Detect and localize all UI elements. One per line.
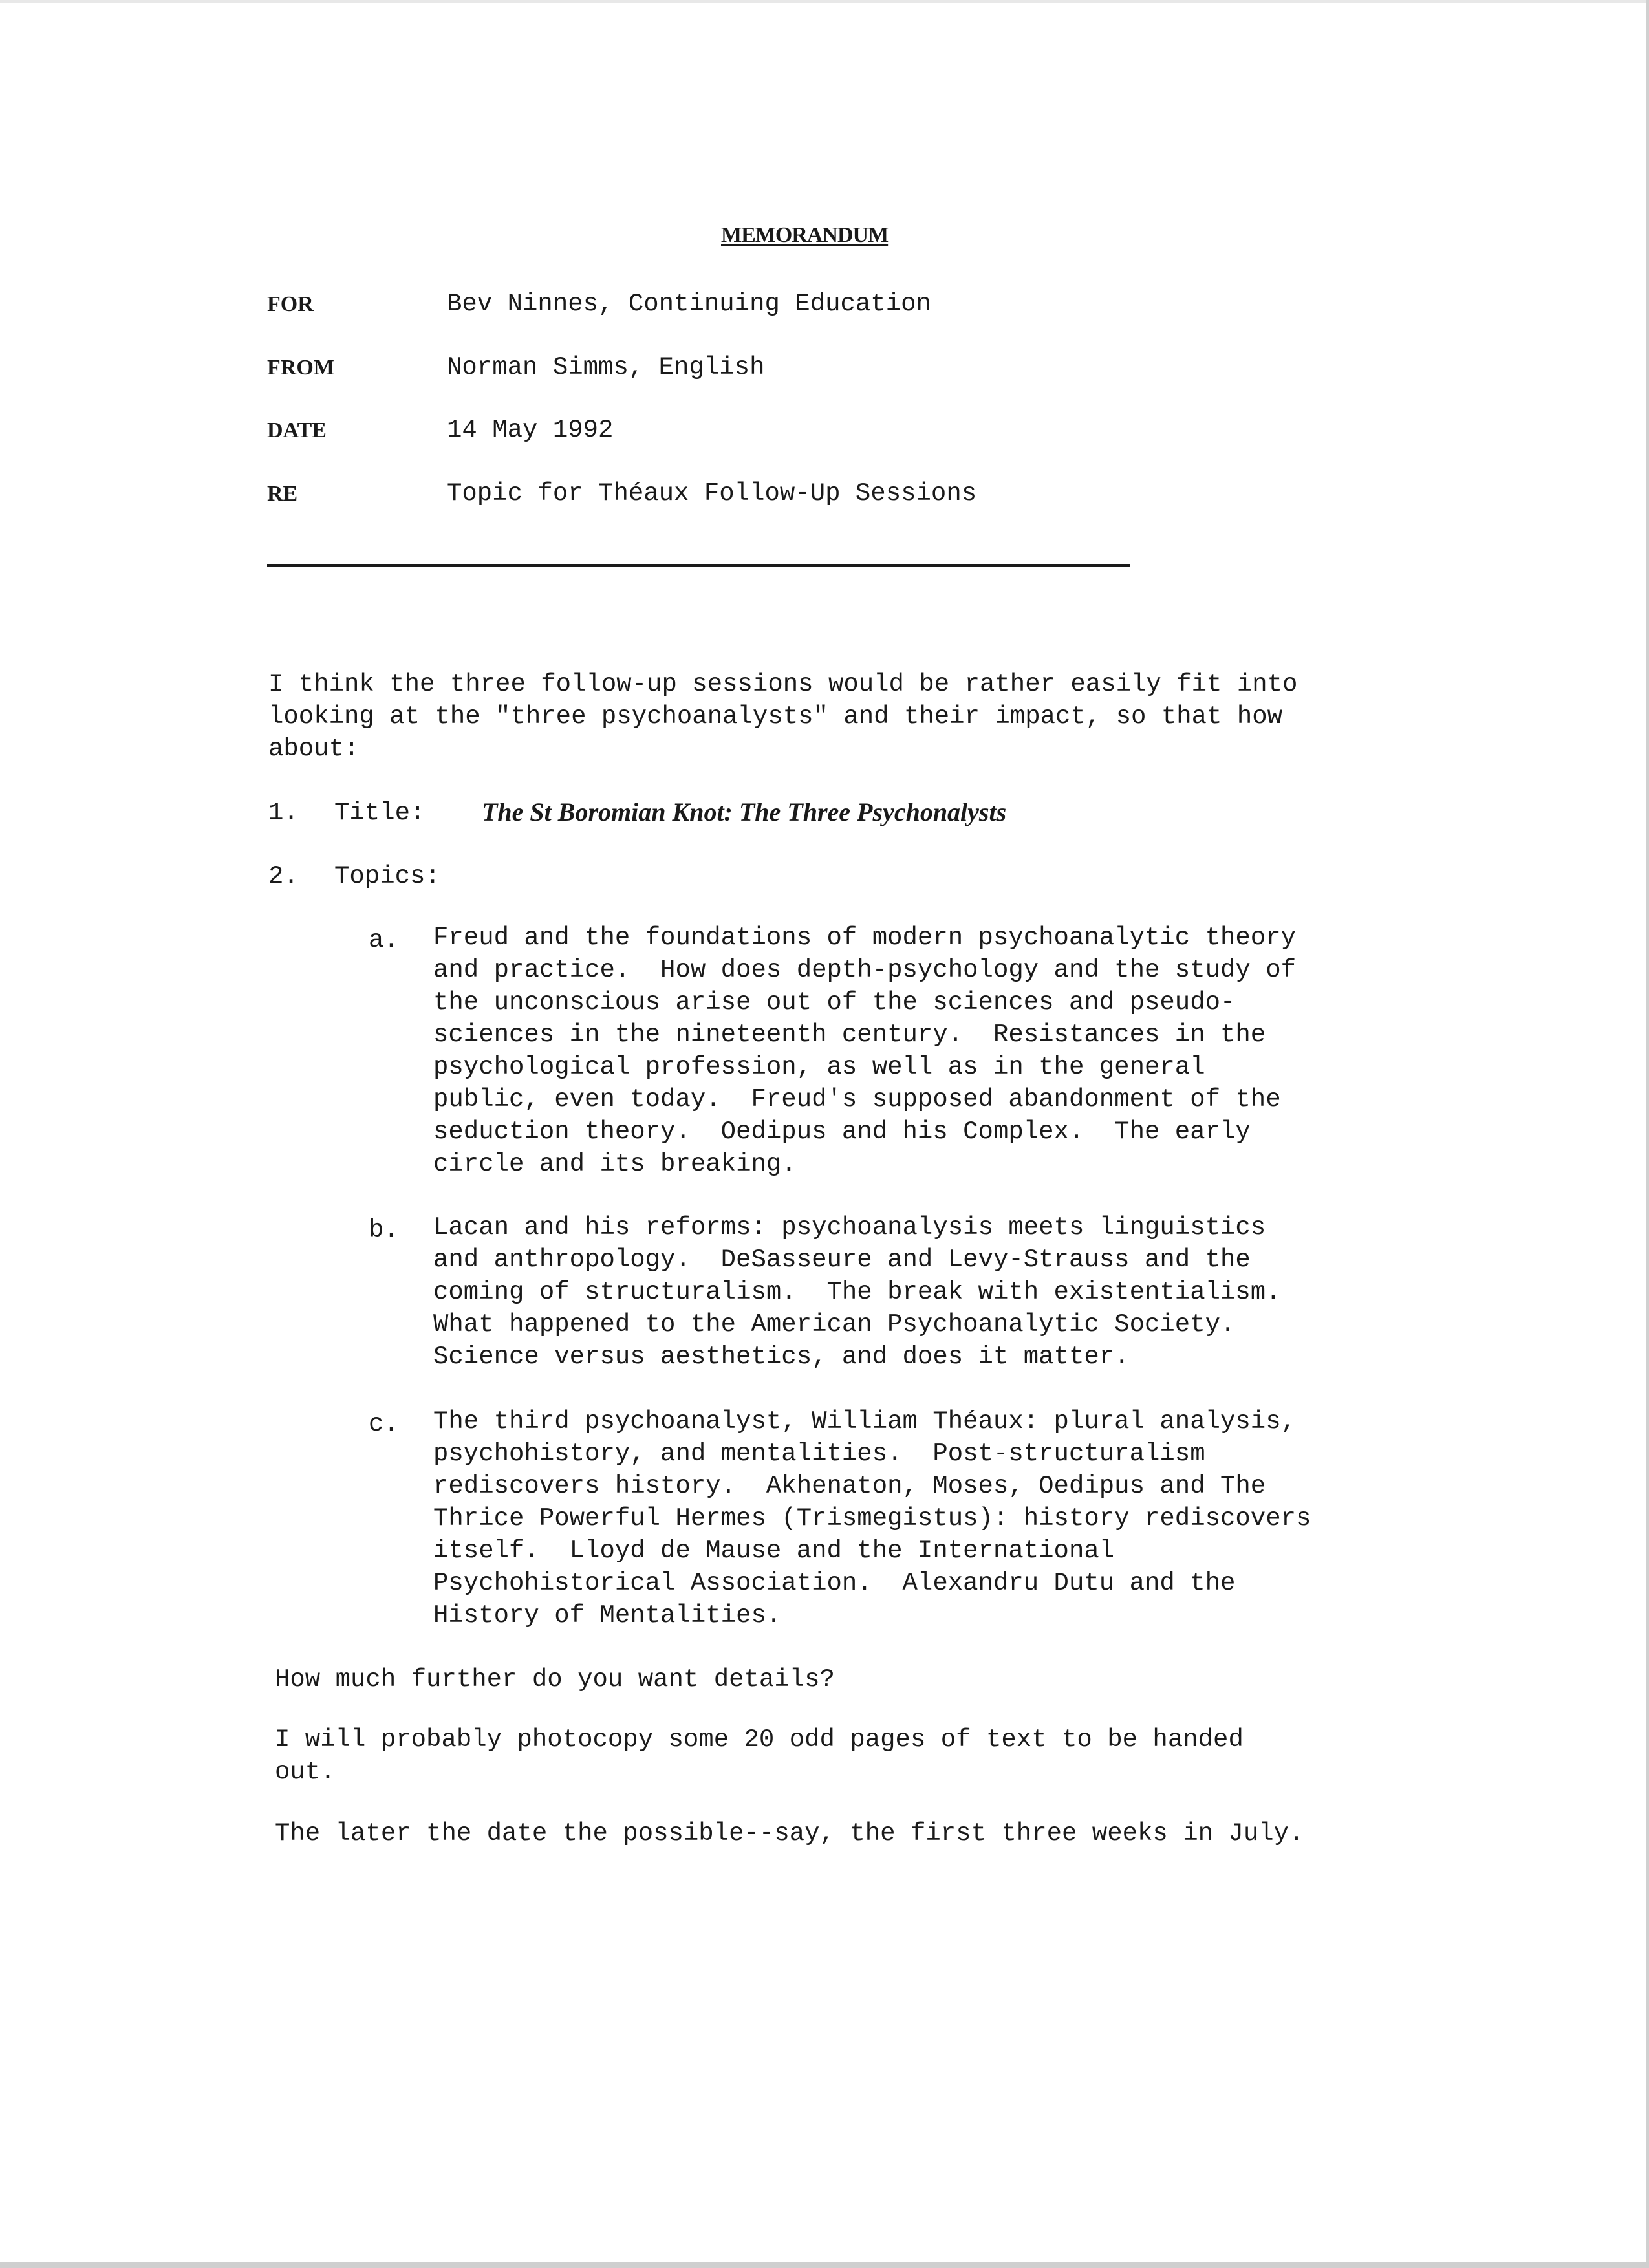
closing-paragraph: I will probably photocopy some 20 odd pages of text to be handed out. — [275, 1725, 1244, 1786]
topic-letter: a. — [369, 926, 399, 955]
session-title: The St Boromian Knot: The Three Psychonalysts — [482, 797, 1007, 826]
page-edge — [0, 0, 1649, 3]
point-label: Title: — [334, 799, 426, 827]
header-divider — [267, 564, 1130, 567]
page-edge — [0, 2262, 1649, 2268]
point-number: 1. — [268, 799, 299, 827]
page-edge — [1646, 0, 1649, 2268]
point-number: 2. — [268, 862, 299, 891]
memo-heading: MEMORANDUM — [721, 223, 889, 247]
point-label: Topics: — [334, 862, 440, 891]
header-value: Bev Ninnes, Continuing Education — [447, 290, 931, 318]
header-label: FROM — [267, 356, 334, 380]
header-value: Topic for Théaux Follow-Up Sessions — [447, 479, 977, 508]
topic-letter: c. — [369, 1410, 399, 1438]
header-label: DATE — [267, 418, 327, 442]
header-value: 14 May 1992 — [447, 416, 614, 444]
header-label: RE — [267, 482, 298, 506]
header-label: FOR — [267, 292, 314, 316]
closing-paragraph: How much further do you want details? — [275, 1665, 835, 1694]
closing-paragraph: The later the date the possible--say, the first three weeks in July. — [275, 1819, 1304, 1848]
topic-text: Freud and the foundations of modern psychoanalytic theory and practice. How does depth-psychology and the study of the unconscious arise out of the sciences and pseudo- sciences in the nineteenth century. Resistances in the psychological profession, as well as in the general public, even today. Freud's supposed abandonment of the seduction theory. Oedipus and his Complex. The early circle and its breaking. — [433, 923, 1297, 1178]
topic-text: Lacan and his reforms: psychoanalysis meets linguistics and anthropology. DeSasseure and Levy-Strauss and the coming of structuralism. The break with existentialism. What happened to the American Psychoanalytic Society. Science versus aesthetics, and does it matter. — [433, 1213, 1281, 1371]
topic-letter: b. — [369, 1216, 399, 1244]
header-value: Norman Simms, English — [447, 353, 765, 382]
intro-paragraph: I think the three follow-up sessions would be rather easily fit into looking at the "three psychoanalysts" and their impact, so that how about: — [268, 670, 1298, 763]
topic-text: The third psychoanalyst, William Théaux: plural analysis, psychohistory, and mentalities. Post-structuralism rediscovers history. Akhenaton, Moses, Oedipus and The Thrice Powerful Hermes (Trismegistus): history rediscovers itself. Lloyd de Mause and the International Psychohistorical Association. Alexandru Dutu and the History of Mentalities. — [433, 1407, 1311, 1630]
